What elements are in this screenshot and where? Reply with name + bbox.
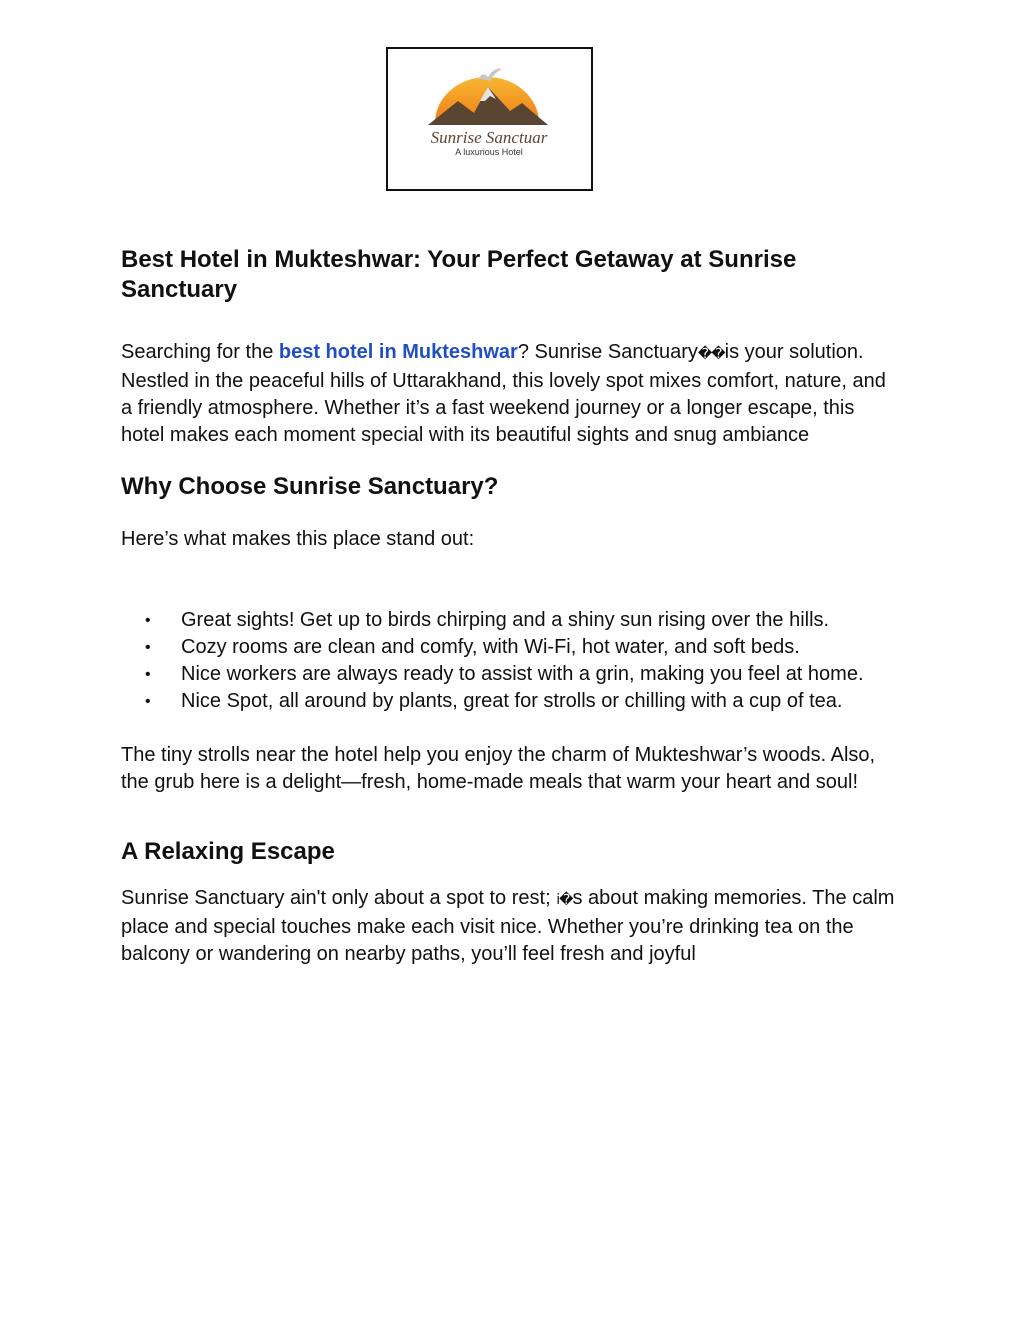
escape-heading: A Relaxing Escape — [121, 838, 335, 865]
list-item: • Nice workers are always ready to assist with a grin, making you feel at home. — [121, 661, 901, 688]
hotel-logo — [386, 47, 593, 191]
intro-text-start: Searching for the — [121, 341, 279, 363]
why-closing-paragraph: The tiny strolls near the hotel help you enjoy the charm of Mukteshwar’s woods. Also, the grub here is a delight—fresh, home-made meals that warm your heart and soul! — [121, 744, 876, 793]
why-lead: Here’s what makes this place stand out: — [121, 528, 475, 550]
article-body — [121, 245, 901, 968]
escape-text-start: Sunrise Sanctuary ain't only about a spot to rest; — [121, 887, 557, 909]
intro-text-after-link: ? Sunrise Sanctuary — [517, 341, 698, 363]
escape-paragraph — [121, 885, 901, 968]
list-item: • Great sights! Get up to birds chirping and a shiny sun rising over the hills. — [121, 607, 901, 634]
intro-paragraph — [121, 339, 901, 449]
sunrise-logo-icon — [388, 49, 591, 189]
why-heading: Why Choose Sunrise Sanctuary? — [121, 473, 499, 500]
best-hotel-link[interactable]: best hotel in Mukteshwar — [278, 341, 518, 363]
intro-text-rest: is your solution. Nestled in the peaceful hills of Uttarakhand, this lovely spot mixes comfort, nature, and a friendly atmosphere. Whether it’s a fast weekend journey or a longer escape, this hotel makes each moment special with its beautiful sights and snug ambiance — [121, 341, 886, 446]
logo-tagline-text: A luxurious Hotel — [455, 147, 523, 157]
list-item: • Cozy rooms are clean and comfy, with Wi-Fi, hot water, and soft beds. — [121, 634, 901, 661]
page-title: Best Hotel in Mukteshwar: Your Perfect Getaway at Sunrise Sanctuary — [121, 246, 797, 303]
logo-brand-text: Sunrise Sanctuar — [430, 128, 548, 147]
escape-missing-glyph: i� — [556, 892, 573, 908]
features-list — [121, 607, 901, 715]
intro-missing-glyph: �� — [697, 346, 725, 362]
list-item: • Nice Spot, all around by plants, great for strolls or chilling with a cup of tea. — [121, 688, 901, 715]
escape-text-rest: s about making memories. The calm place and special touches make each visit nice. Whether you’re drinking tea on the balcony or wandering on nearby paths, you’ll feel fresh and joyful — [121, 887, 895, 965]
